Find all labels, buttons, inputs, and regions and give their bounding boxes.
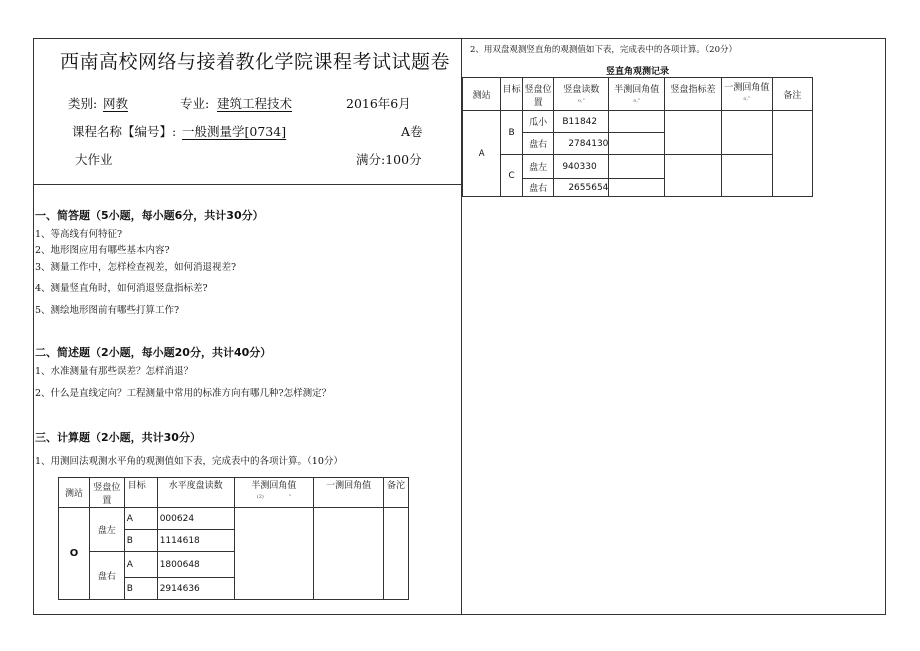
header-station: 测站 <box>463 78 501 111</box>
full-score: 满分:100分 <box>356 152 422 167</box>
table2-title: 竖直角观测记录 <box>606 67 670 77</box>
reading-cell: 000624 <box>157 508 234 530</box>
target-cell: A <box>124 508 157 530</box>
section2-item: 2、什么是直线定向？工程测量中常用的标准方向有哪几种?怎样测定？ <box>35 388 332 399</box>
header-index-error: 竖盘指标差 <box>665 78 722 111</box>
course-value: 一般测量学[0734] <box>182 124 287 139</box>
header-disk-position: 竖盘位置 <box>89 478 124 508</box>
header-half-angle-label: 半测回角值 <box>614 85 660 95</box>
category-value: 网教 <box>103 96 129 111</box>
reading-cell: B11842 <box>554 111 609 133</box>
half-angle-cell[interactable] <box>234 508 314 600</box>
header-reading <box>554 78 609 111</box>
reading-cell: 2784130 <box>554 133 609 155</box>
reading-cell: 2655654 <box>554 179 609 197</box>
section2-item: 1、水准测量有那些误差？怎样消退？ <box>35 366 194 377</box>
station-cell: O <box>59 508 90 600</box>
section3-heading: 三、计算题（2小题，共计30分） <box>35 431 201 444</box>
index-error-cell[interactable] <box>665 111 722 155</box>
half-angle-cell[interactable] <box>609 155 665 179</box>
section1-item: 4、测量竖直角时，如何消退竖盘指标差? <box>35 283 208 294</box>
position-cell: 瓜小 <box>522 111 553 133</box>
header-reading: 水平度盘读数 <box>157 478 234 508</box>
unit-mark: o," <box>633 98 641 104</box>
header-full-angle-label: 一测回角值 <box>724 83 770 93</box>
section1-item: 5、测绘地形图前有哪些打算工作? <box>35 305 180 316</box>
page-title: 西南高校网络与接着教化学院课程考试试题卷 <box>60 51 451 73</box>
half-angle-cell[interactable] <box>609 133 665 155</box>
target-cell: A <box>124 552 157 578</box>
section1-item: 1、等高线有何特征? <box>35 229 123 240</box>
target-cell: C <box>501 155 523 197</box>
paper-label: A卷 <box>401 124 423 139</box>
position-cell: 盘左 <box>522 155 553 179</box>
exam-type: 大作业 <box>75 152 113 167</box>
target-cell: B <box>124 578 157 600</box>
header-reading-label: 竖盘读数 <box>563 85 600 95</box>
header-remark: 备沱 <box>384 478 409 508</box>
index-error-cell[interactable] <box>665 155 722 197</box>
header-remark: 备注 <box>772 78 812 111</box>
exam-date: 2016年6月 <box>346 96 411 111</box>
unit-mark: o," <box>577 98 585 104</box>
half-angle-cell[interactable] <box>609 179 665 197</box>
station-cell: A <box>463 111 501 197</box>
reading-cell: 940330 <box>554 155 609 179</box>
header-half-angle <box>609 78 665 111</box>
unit-mark: o," <box>743 96 751 102</box>
header-divider <box>33 184 461 185</box>
header-disk-position: 竖盘位置 <box>522 78 553 111</box>
header-target: 目标 <box>501 78 523 111</box>
position-cell: 盘右 <box>522 133 553 155</box>
full-angle-cell[interactable] <box>721 155 772 197</box>
major-label: 专业: <box>180 96 210 111</box>
unit-mark: " <box>288 494 292 500</box>
position-cell: 盘左 <box>89 508 124 552</box>
vertical-angle-table <box>462 77 813 197</box>
course-label: 课程名称【编号】: <box>72 124 177 139</box>
position-cell: 盘右 <box>89 552 124 600</box>
reading-cell: 1114618 <box>157 530 234 552</box>
horizontal-angle-table <box>58 477 409 600</box>
section2-heading: 二、简述题（2小题，每小题20分，共计40分） <box>35 346 272 359</box>
category-label: 类别: <box>68 96 98 111</box>
remark-cell <box>384 508 409 600</box>
reading-cell: 2914636 <box>157 578 234 600</box>
question2-text: 2、用双盘观测竖直角的观测值如下表，完成表中的各项计算。（20分） <box>470 45 737 55</box>
header-full-angle: 一测回角值 <box>314 478 384 508</box>
full-angle-cell[interactable] <box>721 111 772 155</box>
half-angle-cell[interactable] <box>609 111 665 133</box>
unit-mark: (2) <box>256 494 264 500</box>
position-cell: 盘右 <box>522 179 553 197</box>
header-target: 目标 <box>124 478 157 508</box>
reading-cell: 1800648 <box>157 552 234 578</box>
section1-heading: 一、简答题（5小题，每小题6分，共计30分） <box>35 209 264 222</box>
header-half-angle-label: 半测回角值 <box>251 481 297 491</box>
full-angle-cell[interactable] <box>314 508 384 600</box>
major-value: 建筑工程技术 <box>217 96 293 111</box>
section1-item: 2、地形图应用有哪些基本内容? <box>35 245 170 256</box>
header-full-angle <box>721 78 772 111</box>
remark-cell <box>772 111 812 197</box>
target-cell: B <box>501 111 523 155</box>
section3-question1: 1、用测回法观测水平角的观测值如下表，完成表中的各项计算。（10分） <box>35 456 343 467</box>
target-cell: B <box>124 530 157 552</box>
header-half-angle <box>234 478 314 508</box>
section1-item: 3、测量工作中，怎样检查视差，如何消退视差? <box>35 262 237 273</box>
header-station: 测站 <box>59 478 90 508</box>
